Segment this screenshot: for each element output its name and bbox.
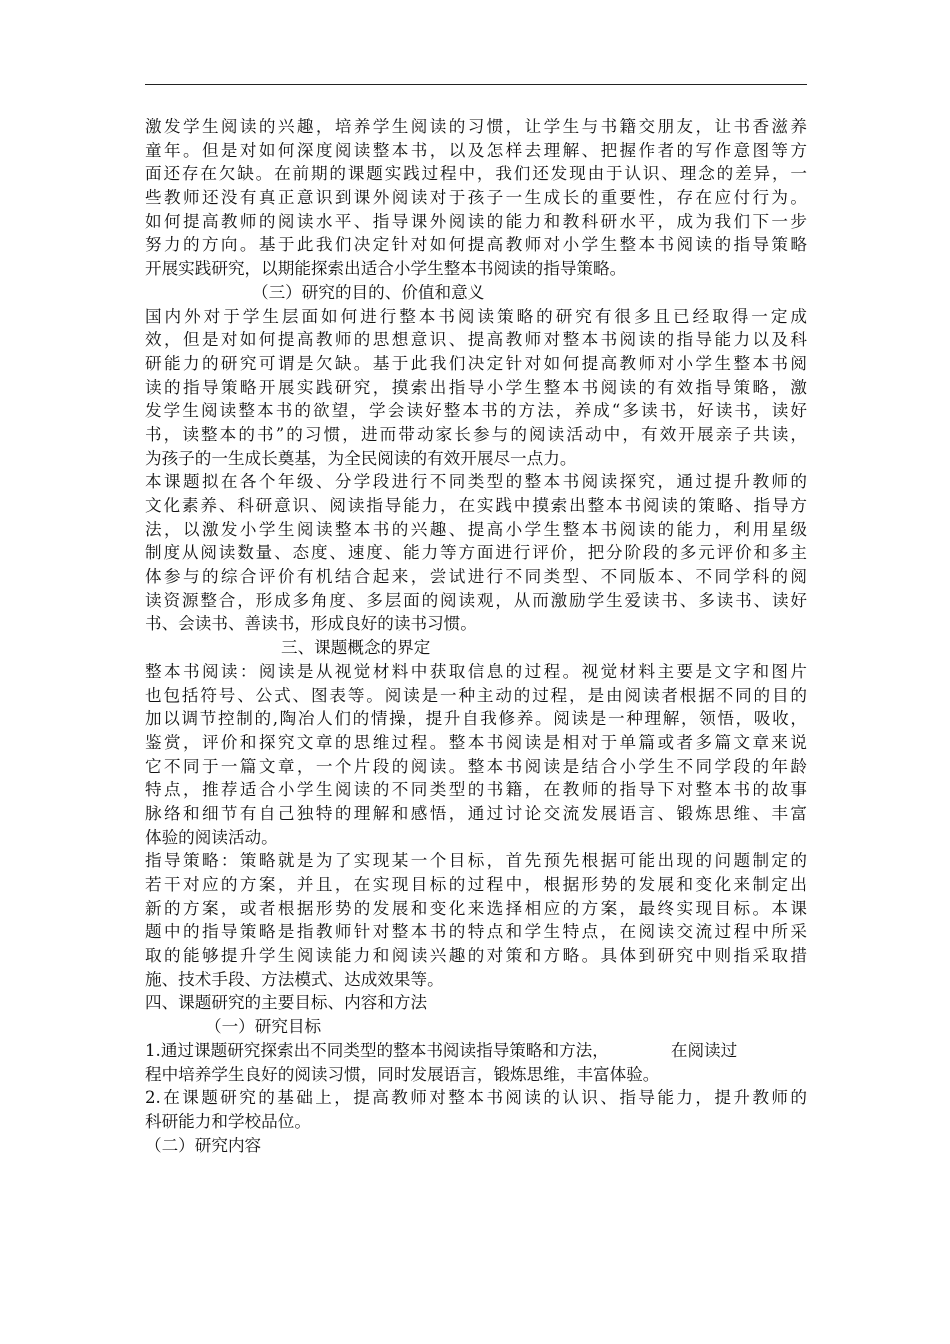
- text-line: 效，但是对如何提高教师的思想意识、提高教师对整本书阅读的指导能力以及科: [145, 330, 807, 350]
- header-rule: [145, 84, 807, 85]
- text-line: 国内外对于学生层面如何进行整本书阅读策略的研究有很多且已经取得一定成: [145, 306, 807, 326]
- text-line: 科研能力和学校品位。: [145, 1111, 311, 1131]
- text-line: 整本书阅读：阅读是从视觉材料中获取信息的过程。视觉材料主要是文字和图片: [145, 661, 807, 681]
- goal-item-1: [145, 1039, 807, 1086]
- text-line: 制度从阅读数量、态度、速度、能力等方面进行评价，把分阶段的多元评价和多主: [145, 543, 807, 563]
- text-line: 体验的阅读活动。: [145, 827, 278, 847]
- text-line: 题中的指导策略是指教师针对整本书的特点和学生特点，在阅读交流过程中所采: [145, 922, 807, 942]
- text-line: 努力的方向。基于此我们决定针对如何提高教师对小学生整本书阅读的指导策略: [145, 235, 807, 255]
- document-body: [145, 115, 807, 1157]
- text-line: 书，读整本的书”的习惯，进而带动家长参与的阅读活动中，有效开展亲子共读，: [145, 424, 807, 444]
- subsection-heading-objective: （一）研究目标: [205, 1017, 322, 1037]
- subsection-heading-content: （二）研究内容: [145, 1135, 262, 1155]
- text-line: 施、技术手段、方法模式、达成效果等。: [145, 969, 444, 989]
- text-line: 新的方案，或者根据形势的发展和变化来选择相应的方案，最终实现目标。本课: [145, 898, 807, 918]
- text-line: 文化素养、科研意识、阅读指导能力，在实践中摸索出整本书阅读的策略、指导方: [145, 496, 807, 515]
- text-line: [145, 1039, 807, 1063]
- text-line: 本课题拟在各个年级、分学段进行不同类型的整本书阅读探究，通过提升教师的: [145, 472, 807, 492]
- paragraph-concept-1: [145, 660, 807, 850]
- text-line: 体参与的综合评价有机结合起来，尝试进行不同类型、不同版本、不同学科的阅: [145, 567, 807, 587]
- text-line: 如何提高教师的阅读水平、指导课外阅读的能力和教科研水平，成为我们下一步: [145, 211, 807, 231]
- text-line: 2.在课题研究的基础上，提高教师对整本书阅读的认识、指导能力，提升教师的: [145, 1088, 807, 1108]
- text-line: 也包括符号、公式、图表等。阅读是一种主动的过程，是由阅读者根据不同的目的: [145, 685, 807, 705]
- text-line: 研能力的研究可谓是欠缺。基于此我们决定针对如何提高教师对小学生整本书阅: [145, 353, 807, 373]
- paragraph-concept-2: [145, 849, 807, 991]
- text-line: 特点，推荐适合小学生阅读的不同类型的书籍，在教师的指导下对整本书的故事: [145, 780, 807, 800]
- text-line: 面还存在欠缺。在前期的课题实践过程中，我们还发现由于认识、理念的差异，一: [145, 164, 807, 184]
- text-line: 开展实践研究，以期能探索出适合小学生整本书阅读的指导策略。: [145, 259, 627, 279]
- text-line: 取的能够提升学生阅读能力和阅读兴趣的对策和方略。具体到研究中则指采取措: [145, 946, 807, 966]
- text-line: 童年。但是对如何深度阅读整本书，以及怎样去理解、把握作者的写作意图等方: [145, 140, 807, 160]
- text-line: 些教师还没有真正意识到课外阅读对于孩子一生成长的重要性，存在应付行为。: [145, 188, 807, 208]
- goal-item-2: [145, 1086, 807, 1133]
- text-line: 法，以激发小学生阅读整本书的兴趣、提高小学生整本书阅读的能力，利用星级: [145, 519, 807, 539]
- section-heading-concept: 三、课题概念的界定: [281, 638, 431, 658]
- section-heading-purpose: （三）研究的目的、价值和意义: [252, 282, 485, 302]
- text-line: 脉络和细节有自己独特的理解和感悟，通过讨论交流发展语言、锻炼思维、丰富: [145, 803, 807, 823]
- text-line: 发学生阅读整本书的欲望，学会读好整本书的方法，养成“多读书，好读书，读好: [145, 401, 807, 421]
- paragraph-intro: [145, 115, 807, 281]
- text-line: 读资源整合，形成多角度、多层面的阅读观，从而激励学生爱读书、多读书、读好: [145, 590, 807, 610]
- text-line: 书、会读书、善读书，形成良好的读书习惯。: [145, 614, 477, 634]
- text-line: 加以调节控制的,陶冶人们的情操，提升自我修养。阅读是一种理解，领悟，吸收，: [145, 709, 807, 729]
- text-line: 若干对应的方案，并且，在实现目标的过程中，根据形势的发展和变化来制定出: [145, 875, 807, 894]
- text-line: 程中培养学生良好的阅读习惯，同时发展语言，锻炼思维，丰富体验。: [145, 1064, 660, 1084]
- text-line: 激发学生阅读的兴趣，培养学生阅读的习惯，让学生与书籍交朋友，让书香滋养: [145, 117, 807, 136]
- paragraph-purpose-2: [145, 470, 807, 636]
- goal-1-text-b: 在阅读过: [670, 1040, 738, 1060]
- goal-1-text-a: 1.通过课题研究探索出不同类型的整本书阅读指导策略和方法，: [145, 1040, 609, 1060]
- text-line: 为孩子的一生成长奠基，为全民阅读的有效开展尽一点力。: [145, 448, 577, 468]
- text-line: 鉴赏，评价和探究文章的思维过程。整本书阅读是相对于单篇或者多篇文章来说: [145, 732, 807, 752]
- text-line: 指导策略：策略就是为了实现某一个目标，首先预先根据可能出现的问题制定的: [145, 851, 807, 871]
- paragraph-purpose-1: [145, 305, 807, 471]
- text-line: 它不同于一篇文章，一个片段的阅读。整本书阅读是结合小学生不同学段的年龄: [145, 756, 807, 776]
- section-heading-goals: 四、课题研究的主要目标、内容和方法: [145, 993, 428, 1013]
- text-line: 读的指导策略开展实践研究，摸索出指导小学生整本书阅读的有效指导策略，激: [145, 377, 807, 397]
